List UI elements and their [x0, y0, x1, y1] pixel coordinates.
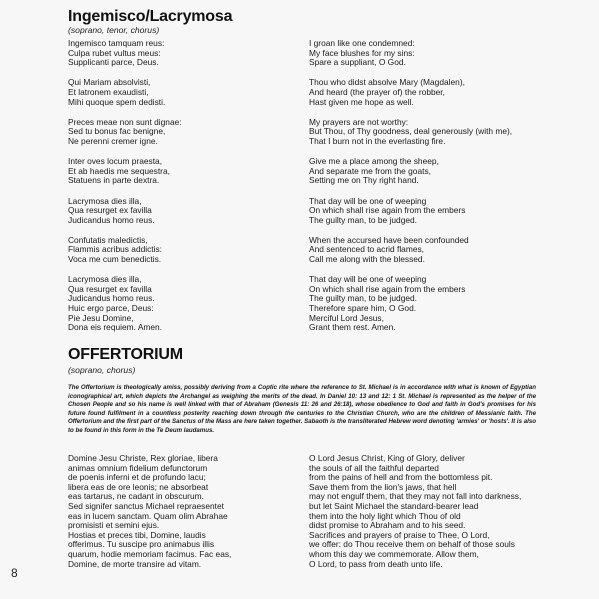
lyric-line: My face blushes for my sins: — [309, 47, 415, 58]
lyric-line: I groan like one condemned: — [309, 38, 415, 48]
latin-stanza — [68, 275, 182, 333]
lyric-line: Voca me cum benedictis. — [68, 254, 162, 265]
lyric-line: Et latronem exaudisti, — [68, 86, 149, 97]
latin-stanza — [68, 78, 182, 107]
latin-stanza — [68, 39, 182, 68]
lyric-line: Statuens in parte dextra. — [68, 175, 160, 186]
lyric-line: Qua resurget ex favilla — [68, 205, 152, 216]
english-stanza — [309, 454, 521, 569]
lyric-line: On which shall rise again from the embers — [309, 205, 466, 216]
lyric-line: And heard (the prayer of) the robber, — [309, 86, 445, 97]
lyric-line: Ne perenni cremer igne. — [68, 135, 158, 146]
lyric-line: Huic ergo parce, Deus: — [68, 303, 154, 314]
lyric-line: we offer: do Thou receive them on behalf of those souls — [309, 539, 515, 550]
lyric-line: eas tartarus, ne cadant in obscurum. — [68, 491, 204, 502]
lyric-line: may not engulf them, that they may not fall into darkness, — [309, 491, 522, 502]
lyric-line: them into the holy light which Thou of old — [309, 510, 461, 521]
lyric-line: Culpa rubet vultus meus: — [68, 47, 161, 58]
lyric-line: Qua resurget ex favilla — [68, 283, 152, 294]
lyric-line: de poenis inferni et de profundo lacu; — [68, 472, 206, 483]
lyric-line: The guilty man, to be judged. — [309, 293, 418, 304]
lyric-line: Mihi quoque spem dedisti. — [68, 96, 166, 107]
lyric-line: Grant them rest. Amen. — [309, 322, 396, 333]
lyric-line: animas omnium fidelium defunctorum — [68, 462, 208, 473]
lyric-line: The guilty man, to be judged. — [309, 214, 418, 225]
lyric-line: Dona eis requiem. Amen. — [68, 322, 163, 333]
lyric-line: And sentenced to acrid flames, — [309, 244, 424, 255]
lyric-line: quarum, hodie memoriam facimus. Fac eas, — [68, 548, 232, 559]
lyric-line: Lacrymosa dies illa, — [68, 274, 142, 285]
english-stanza — [309, 157, 512, 186]
lyric-line: Qui Mariam absolvisti, — [68, 77, 151, 88]
lyric-line: That day will be one of weeping — [309, 274, 427, 285]
lyric-line: Et ab haedis me sequestra, — [68, 165, 170, 176]
page-number: 8 — [11, 566, 18, 580]
lyric-line: Sed signifer sanctus Michael repraesentet — [68, 500, 224, 511]
lyric-line: Judicandus homo reus. — [68, 214, 155, 225]
latin-stanza — [68, 454, 231, 569]
lyric-line: And separate me from the goats, — [309, 165, 431, 176]
latin-text-column-2 — [68, 454, 231, 580]
lyric-line: Supplicanti parce, Deus. — [68, 57, 159, 68]
lyric-line: Hast given me hope as well. — [309, 96, 414, 107]
latin-text-column-1 — [68, 39, 182, 343]
latin-stanza — [68, 118, 182, 147]
latin-stanza — [68, 197, 182, 226]
lyric-line: Spare a suppliant, O God. — [309, 57, 406, 68]
lyric-line: Judicandus homo reus. — [68, 293, 155, 304]
lyric-line: Preces meae non sunt dignae: — [68, 116, 182, 127]
lyric-line: the souls of all the faithful departed — [309, 462, 439, 473]
lyric-line: That I burn not in the everlasting fire. — [309, 135, 446, 146]
english-stanza — [309, 118, 512, 147]
lyric-line: didst promise to Abraham and to his seed. — [309, 520, 466, 531]
lyric-line: eas in lucem sanctam. Quam olim Abrahae — [68, 510, 228, 521]
english-stanza — [309, 236, 512, 265]
lyric-line: Domine Jesu Christe, Rex gloriae, libera — [68, 453, 218, 463]
lyric-line: Sacrifices and prayers of praise to Thee, O Lord, — [309, 529, 490, 540]
lyric-line: but let Saint Michael the standard-bearer lead — [309, 500, 479, 511]
latin-stanza — [68, 236, 182, 265]
lyric-line: My prayers are not worthy: — [309, 116, 409, 127]
lyric-line: Setting me on Thy right hand. — [309, 175, 419, 186]
section-voices-ingemisco: (soprano, tenor, chorus) — [68, 25, 160, 35]
lyric-line: Flammis acribus addictis: — [68, 244, 163, 255]
english-stanza — [309, 39, 512, 68]
lyric-line: promisisti et semini ejus. — [68, 520, 160, 531]
lyric-line: Call me along with the blessed. — [309, 254, 425, 265]
lyric-line: Lacrymosa dies illa, — [68, 195, 142, 206]
lyric-line: libera eas de ore leonis; ne absorbeat — [68, 481, 209, 492]
offertorium-commentary: The Offertorium is theologically amiss, possibly deriving from a Coptic rite where the reference to St. Michael is in accordance with what is known of Egyptian iconographical art, which depicts the Archangel as weighing the merits of the dead. In Daniel 10: 13 and 12: 1 St. Michael is represented as the helper of the Chosen People and so his name is well linked with that of Abraham (Genesis 11: 26 and 26:18), whose obedience to God and faith in God's promises for his future found fulfilment in a countless posterity reaching down through the centuries to the Christian Church, who are the children of Messianic faith. The Offertorium and the first part of the Sanctus of the Mass are here taken together. Sabaoth is the transliterated Hebrew word denoting 'armies' or 'hosts'. It is also to be found in this form in the Te Deum laudamus. — [68, 384, 536, 434]
lyric-line: Merciful Lord Jesus, — [309, 312, 384, 323]
section-title-offertorium: OFFERTORIUM — [68, 346, 183, 363]
lyric-line: Domine, de morte transire ad vitam. — [68, 558, 202, 569]
lyric-line: Hostias et preces tibi, Domine, laudis — [68, 529, 206, 540]
lyric-line: whom this day we commemorate. Allow them, — [309, 548, 479, 559]
lyric-line: Sed tu bonus fac benigne, — [68, 126, 166, 137]
lyric-line: On which shall rise again from the embers — [309, 283, 466, 294]
section-voices-offertorium: (soprano, chorus) — [68, 365, 136, 375]
lyric-line: offerimus. Tu suscipe pro animabus illis — [68, 539, 215, 550]
lyric-line: O Lord Jesus Christ, King of Glory, deliver — [309, 453, 465, 463]
english-text-column-1 — [309, 39, 512, 343]
lyric-line: from the pains of hell and from the bottomless pit. — [309, 472, 493, 483]
lyric-line: Thou who didst absolve Mary (Magdalen), — [309, 77, 465, 88]
lyric-line: Therefore spare him, O God. — [309, 303, 417, 314]
lyric-line: That day will be one of weeping — [309, 195, 427, 206]
lyric-line: But Thou, of Thy goodness, deal generously (with me), — [309, 126, 513, 137]
lyric-line: Pie Jesu Domine, — [68, 312, 134, 323]
lyric-line: Inter oves locum praesta, — [68, 156, 163, 167]
lyric-line: Ingemisco tamquam reus: — [68, 38, 165, 48]
lyric-line: When the accursed have been confounded — [309, 234, 469, 245]
lyric-line: Give me a place among the sheep, — [309, 156, 439, 167]
lyric-line: O Lord, to pass from death unto life. — [309, 558, 443, 569]
lyric-line: Confutatis maledictis, — [68, 234, 148, 245]
section-title-ingemisco: Ingemisco/Lacrymosa — [68, 8, 233, 25]
english-stanza — [309, 275, 512, 333]
english-stanza — [309, 78, 512, 107]
latin-stanza — [68, 157, 182, 186]
english-stanza — [309, 197, 512, 226]
lyric-line: Save them from the lion's jaws, that hell — [309, 481, 457, 492]
english-text-column-2 — [309, 454, 521, 580]
